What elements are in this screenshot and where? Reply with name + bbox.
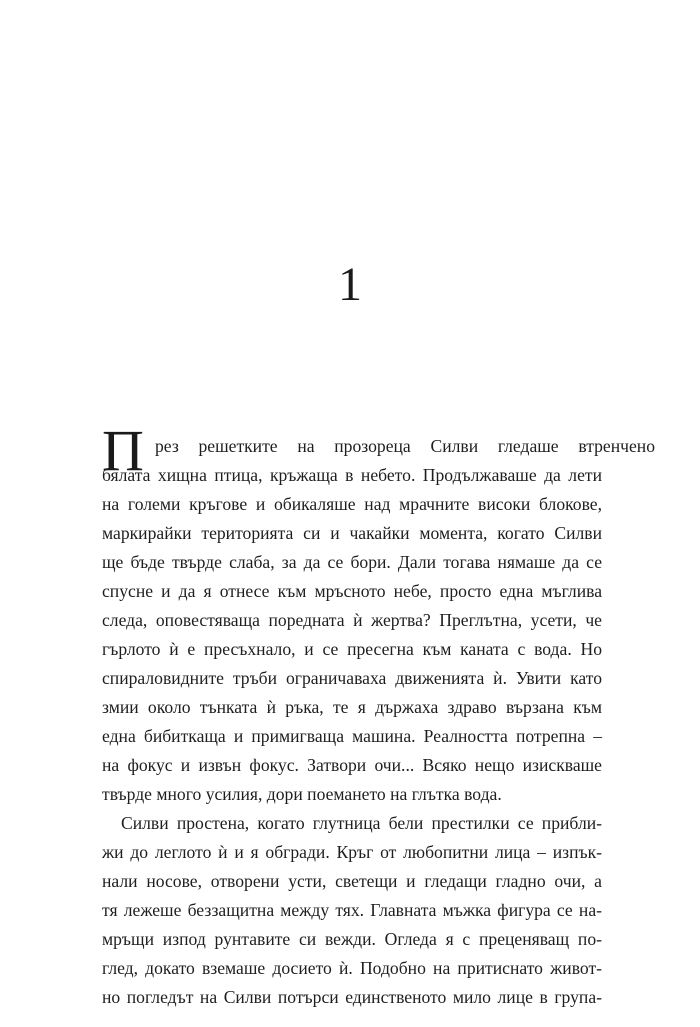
text-line: твърде много усилия, дори поемането на глътка вода.: [102, 784, 502, 804]
text-line: на големи кръгове и обикаляше над мрачните високи блокове,: [102, 494, 602, 514]
text-line: жи до леглото ѝ и я обгради. Кръг от любопитни лица – изпък-: [102, 842, 602, 862]
text-line: глед, докато вземаше досиeто ѝ. Подобно на притиснато живот-: [102, 958, 602, 978]
text-line: на фокус и извън фокус. Затвори очи... Всяко нещо изискваше: [102, 755, 602, 775]
text-line: тя лежеше беззащитна между тях. Главната мъжка фигура се на-: [102, 900, 602, 920]
text-line: маркирайки територията си и чакайки момента, когато Силви: [102, 523, 602, 543]
text-line: спусне и да я отнесе към мръсното небе, просто една мъглива: [102, 581, 602, 601]
text-line: гърлото ѝ е пресъхнало, и се пресегна към каната с вода. Но: [102, 639, 602, 659]
text-line: мръщи изпод рунтавите си вежди. Огледа я с преценяващ по-: [102, 929, 602, 949]
text-line: рез решетките на прозореца Силви гледаше втренчено: [155, 436, 655, 456]
text-line: една бибиткаща и примигваща машина. Реалността потрепна –: [102, 726, 602, 746]
text-line: бялата хищна птица, кръжаща в небето. Продължаваше да лети: [102, 465, 602, 485]
text-line: Силви простена, когато глутница бели престилки се прибли-: [121, 813, 602, 833]
text-line: змии около тънката ѝ ръка, те я държаха здраво вързана към: [102, 697, 602, 717]
text-line: спираловидните тръби ограничаваха движенията ѝ. Увити като: [102, 668, 602, 688]
drop-cap: П: [102, 418, 144, 483]
chapter-number: 1: [338, 258, 362, 311]
text-line: ще бъде твърде слаба, за да се бори. Дали тогава нямаше да се: [102, 552, 602, 572]
text-line: нали носове, отворени усти, светещи и гледащи гладно очи, а: [102, 871, 602, 891]
text-line: но погледът на Силви потърси единственото мило лице в група-: [102, 987, 602, 1007]
text-line: следа, оповестяваща поредната ѝ жертва? Преглътна, усети, че: [102, 610, 602, 630]
